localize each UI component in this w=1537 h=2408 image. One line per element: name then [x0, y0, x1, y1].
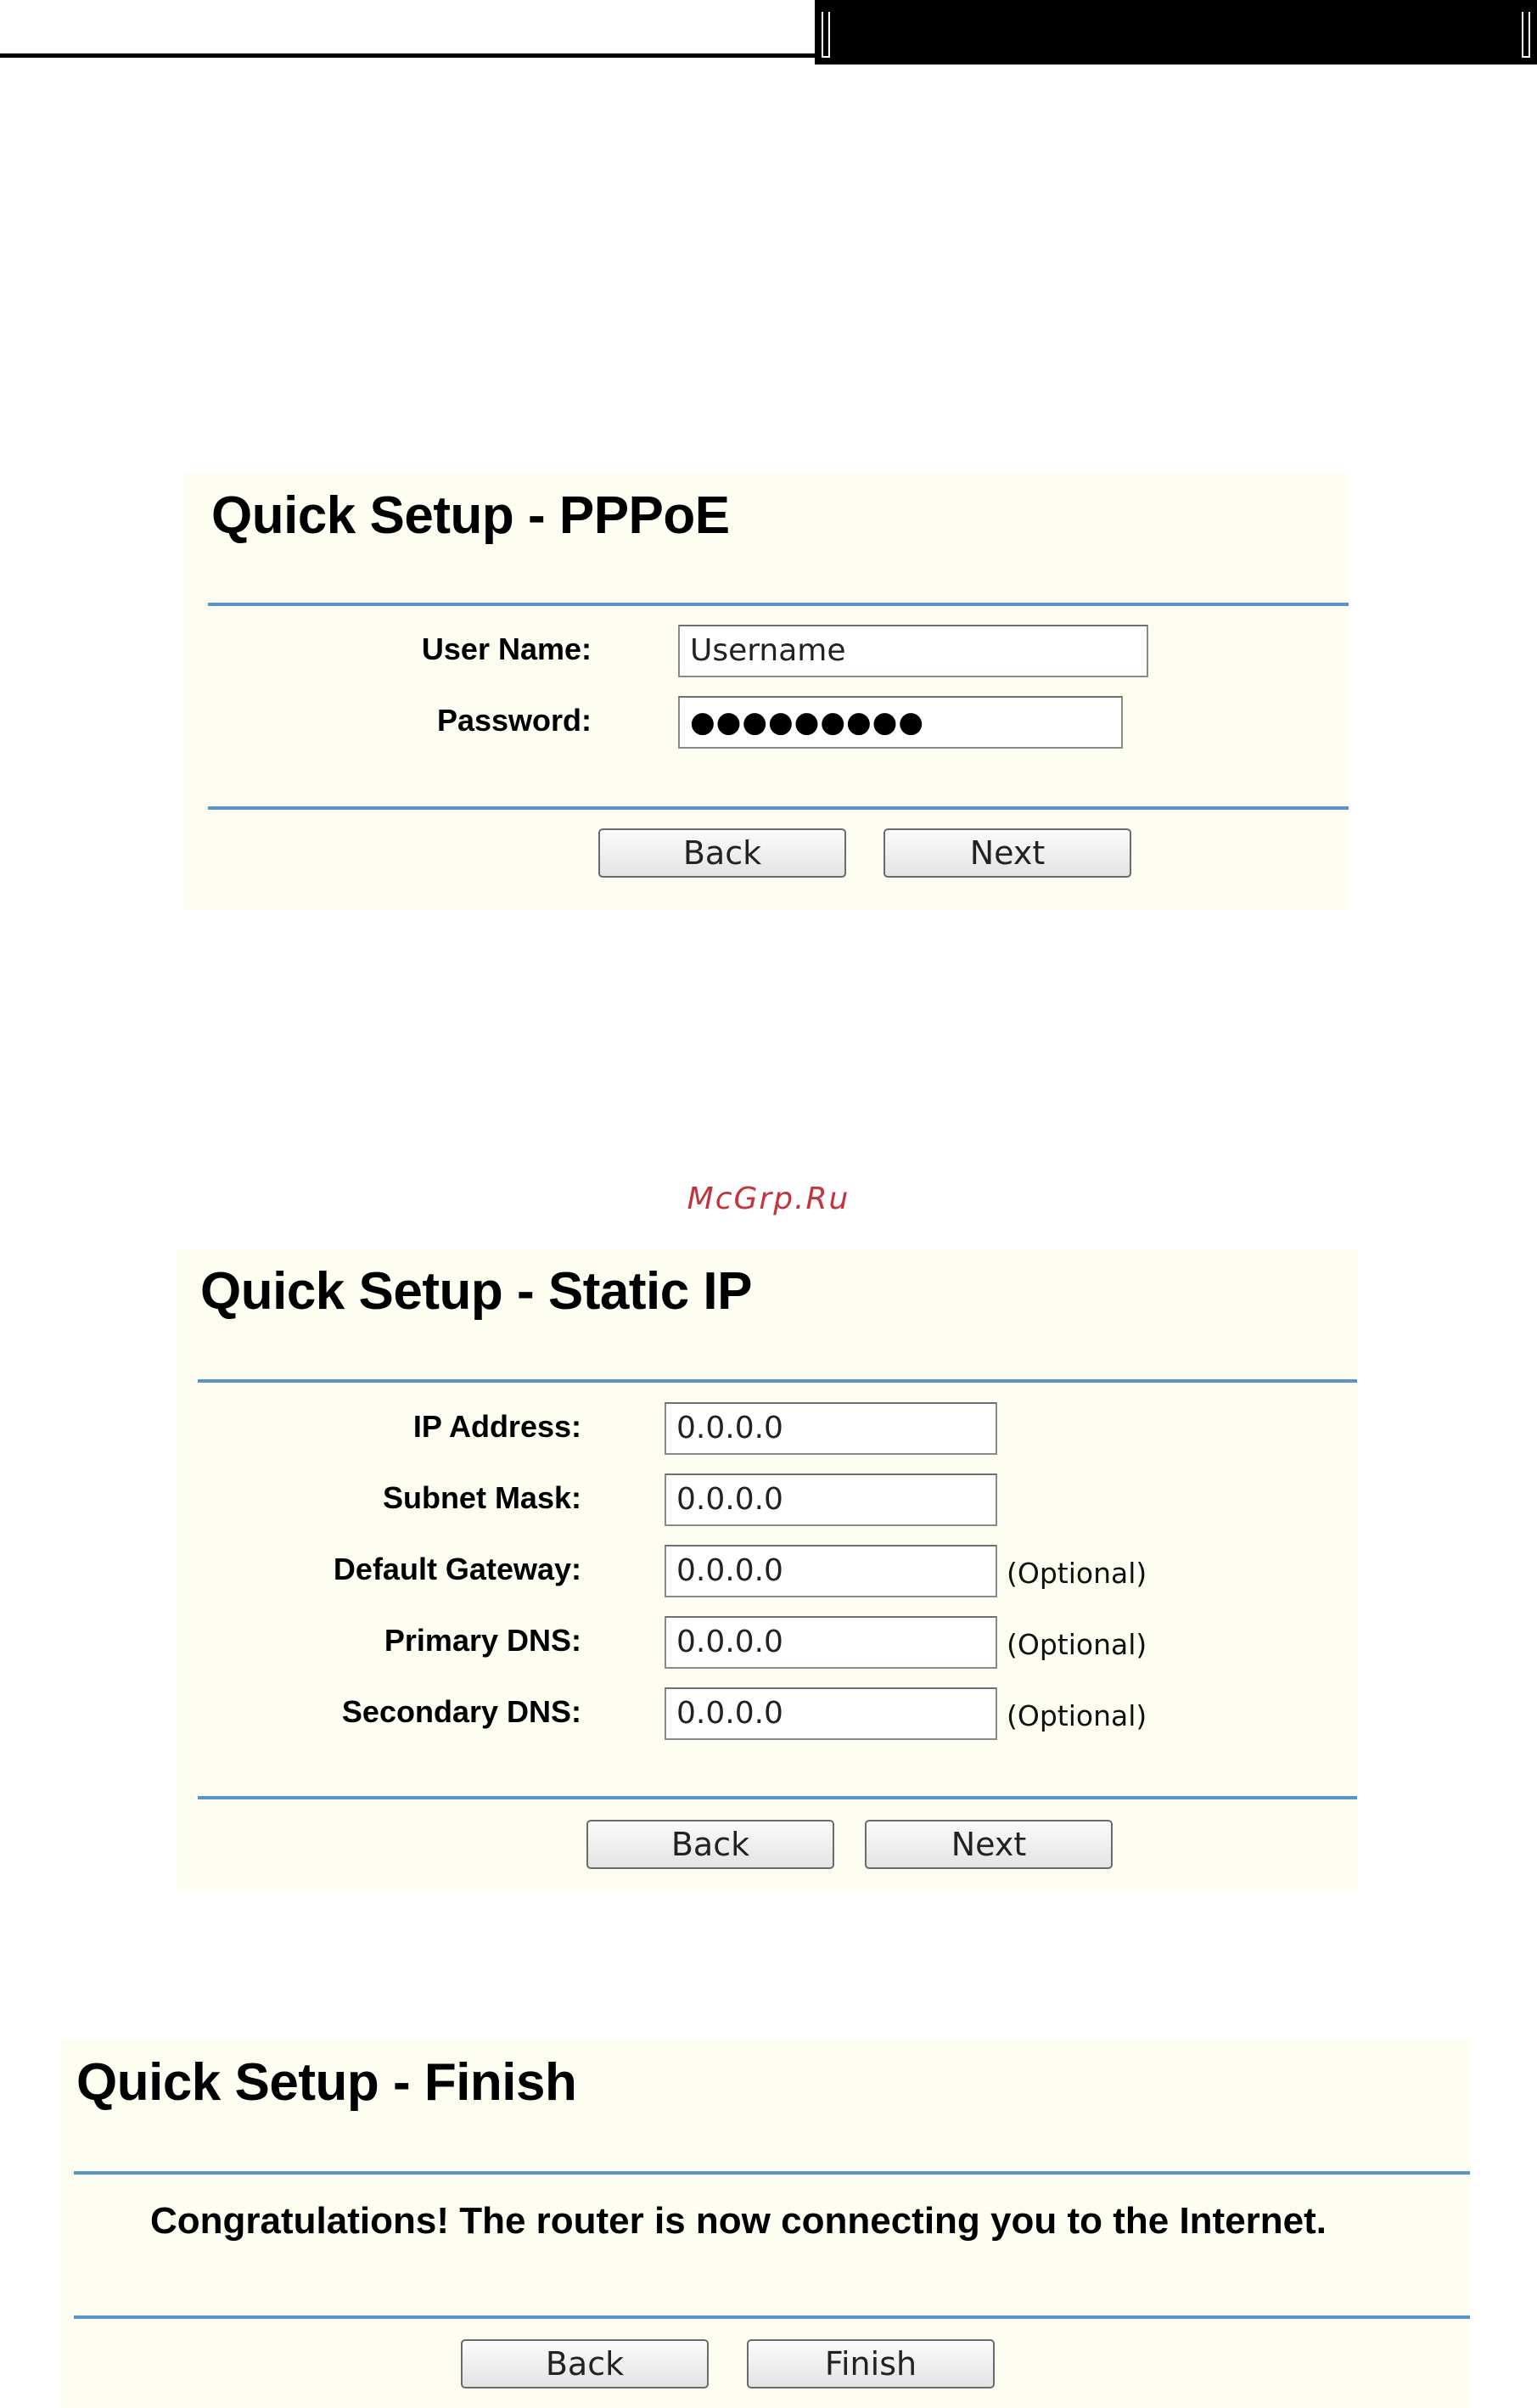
username-input[interactable]: Username [678, 625, 1148, 677]
subnet-mask-input[interactable]: 0.0.0.0 [665, 1473, 997, 1526]
pppoe-top-rule [208, 603, 1349, 606]
default-gateway-label: Default Gateway: [333, 1552, 581, 1586]
static-ip-title: Quick Setup - Static IP [200, 1262, 752, 1321]
password-label: Password: [436, 703, 592, 738]
secondary-dns-optional-note: (Optional) [1007, 1699, 1147, 1732]
pppoe-back-button[interactable]: Back [598, 828, 846, 878]
static-ip-top-rule [198, 1379, 1357, 1383]
ip-address-input[interactable]: 0.0.0.0 [665, 1402, 997, 1455]
finish-button[interactable]: Finish [747, 2339, 995, 2388]
header-rule [0, 0, 815, 58]
subnet-mask-label: Subnet Mask: [382, 1480, 581, 1515]
header-black-bar [815, 0, 1537, 65]
watermark-text: McGrp.Ru [687, 1182, 850, 1216]
header-bracket-right [1522, 12, 1530, 58]
finish-title: Quick Setup - Finish [76, 2053, 577, 2112]
ip-address-label: IP Address: [412, 1409, 581, 1444]
secondary-dns-label: Secondary DNS: [341, 1694, 581, 1729]
primary-dns-label: Primary DNS: [384, 1623, 581, 1658]
secondary-dns-input[interactable]: 0.0.0.0 [665, 1687, 997, 1740]
finish-top-rule [74, 2171, 1470, 2175]
pppoe-bottom-rule [208, 806, 1349, 810]
finish-message: Congratulations! The router is now connecting you to the Internet. [150, 2200, 1327, 2242]
pppoe-title: Quick Setup - PPPoE [211, 486, 730, 545]
static-ip-next-button[interactable]: Next [865, 1820, 1113, 1869]
primary-dns-optional-note: (Optional) [1007, 1628, 1147, 1661]
finish-bottom-rule [74, 2315, 1470, 2319]
static-ip-bottom-rule [198, 1796, 1357, 1799]
primary-dns-input[interactable]: 0.0.0.0 [665, 1616, 997, 1669]
static-ip-back-button[interactable]: Back [586, 1820, 834, 1869]
password-input[interactable]: ●●●●●●●●● [678, 696, 1123, 749]
pppoe-next-button[interactable]: Next [883, 828, 1131, 878]
header-bracket-left [822, 12, 830, 58]
username-label: User Name: [421, 631, 592, 666]
default-gateway-input[interactable]: 0.0.0.0 [665, 1545, 997, 1597]
finish-back-button[interactable]: Back [461, 2339, 709, 2388]
default-gateway-optional-note: (Optional) [1007, 1557, 1147, 1590]
finish-panel [61, 2039, 1470, 2408]
pppoe-panel [184, 474, 1349, 910]
static-ip-panel [177, 1249, 1357, 1890]
